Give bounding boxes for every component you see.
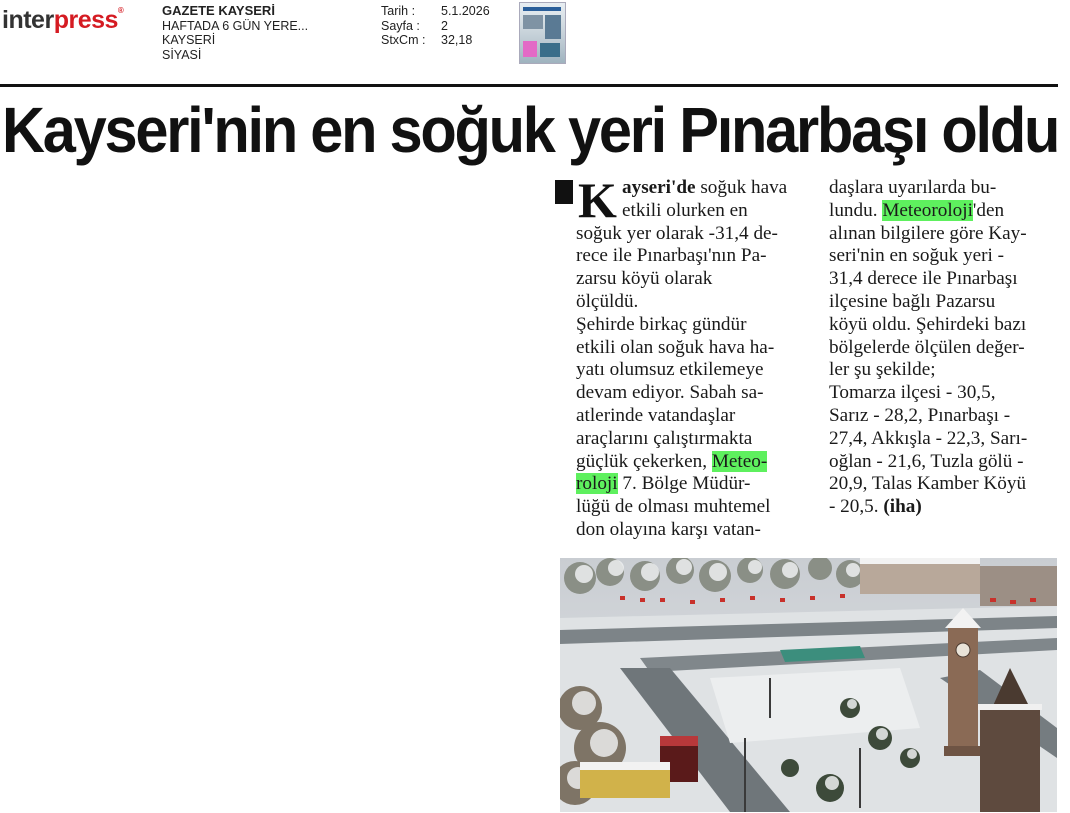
- logo-accent-text: press: [53, 6, 118, 34]
- registered-mark: ®: [117, 6, 124, 15]
- paragraph-marker: [555, 180, 573, 204]
- publication-city: KAYSERİ: [162, 33, 216, 47]
- text-line: Tomarza ilçesi - 30,5,: [829, 382, 996, 404]
- text-line: 27,4, Akkışla - 22,3, Sarı-: [829, 427, 1028, 449]
- keyword-highlight: Meteo-: [711, 450, 768, 472]
- text-line: don olayına karşı vatan-: [576, 518, 761, 540]
- interpress-logo: [2, 6, 123, 35]
- text-line: etkili olurken en: [622, 199, 748, 221]
- date-label: Tarih :: [381, 4, 416, 18]
- page-row: [381, 19, 490, 34]
- text-line: seri'nin en soğuk yeri -: [829, 245, 1005, 267]
- text-line: etkili olan soğuk hava ha-: [576, 336, 775, 358]
- text-line: köyü oldu. Şehirdeki bazı: [829, 313, 1027, 335]
- lead-bold: ayseri'de: [622, 177, 696, 198]
- text-line: roloji 7. Bölge Müdür-: [576, 473, 751, 495]
- size-row: [381, 33, 490, 48]
- date-row: [381, 4, 490, 19]
- publication-info: [162, 4, 362, 62]
- text-line: Sarız - 28,2, Pınarbaşı -: [829, 404, 1011, 426]
- text-line: ilçesine bağlı Pazarsu: [829, 290, 996, 312]
- page-thumbnail[interactable]: [519, 2, 566, 64]
- size-value: 32,18: [441, 33, 473, 47]
- text-line: soğuk yer olarak -31,4 de-: [576, 222, 778, 244]
- text-line: - 20,5. (iha): [829, 496, 922, 518]
- text-line: 20,9, Talas Kamber Köyü: [829, 473, 1027, 495]
- text-line: zarsu köyü olarak: [576, 268, 713, 290]
- text-line: oğlan - 21,6, Tuzla gölü -: [829, 450, 1024, 472]
- page-label: Sayfa :: [381, 18, 420, 33]
- text-line: ler şu şekilde;: [829, 359, 936, 381]
- publication-frequency: HAFTADA 6 GÜN YERE...: [162, 18, 309, 33]
- text-line: atlerinde vatandaşlar: [576, 404, 736, 426]
- text-line: daşlara uyarılarda bu-: [829, 177, 997, 198]
- keyword-highlight: roloji: [576, 473, 618, 495]
- logo-text: inter: [2, 6, 54, 34]
- text-line: lundu. Meteoroloji'den: [829, 199, 1005, 221]
- article-photo: [560, 558, 1057, 812]
- header-divider: [0, 84, 1058, 87]
- text-line: alınan bilgilere göre Kay-: [829, 222, 1027, 244]
- text-line: 31,4 derece ile Pınarbaşı: [829, 268, 1018, 290]
- article-column-2: [829, 177, 1061, 519]
- text-line: Şehirde birkaç gündür: [576, 313, 747, 335]
- text-line: ölçüldü.: [576, 290, 639, 312]
- size-label: StxCm :: [381, 33, 426, 47]
- publication-name: GAZETE KAYSERİ: [162, 3, 275, 18]
- article-headline: Kayseri'nin en soğuk yeri Pınarbaşı oldu: [2, 94, 1059, 166]
- page-value: 2: [441, 18, 448, 33]
- text-line: ayseri'de soğuk hava: [622, 177, 788, 198]
- text-line: güçlük çekerken, Meteo-: [576, 450, 768, 472]
- keyword-highlight: Meteoroloji: [882, 199, 973, 221]
- text-line: araçlarını çalıştırmakta: [576, 427, 753, 449]
- clipping-meta: [381, 4, 490, 48]
- publication-section: SİYASİ: [162, 47, 202, 62]
- article-column-1: [576, 172, 808, 542]
- news-source: (iha): [883, 496, 922, 518]
- text-line: yatı olumsuz etkilemeye: [576, 359, 764, 381]
- text-line: devam ediyor. Sabah sa-: [576, 382, 764, 404]
- text-line: lüğü de olması muhtemel: [576, 496, 771, 518]
- text-line: bölgelerde ölçülen değer-: [829, 336, 1025, 358]
- text-line: rece ile Pınarbaşı'nın Pa-: [576, 245, 767, 267]
- drop-cap: K: [578, 172, 617, 228]
- date-value: 5.1.2026: [441, 4, 490, 18]
